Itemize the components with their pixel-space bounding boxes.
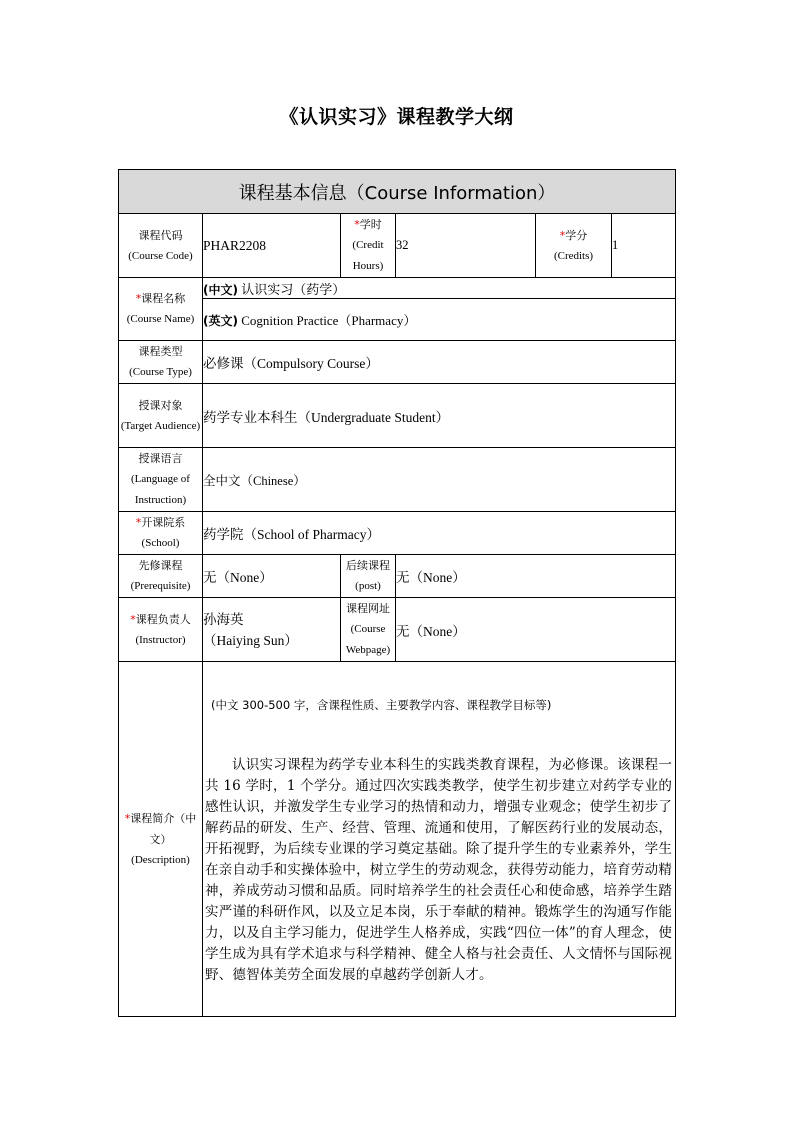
description-label: *课程简介（中文） (Description) [119, 662, 203, 1017]
instructor-value: 孙海英 （Haiying Sun） [203, 598, 341, 662]
credits-label: *学分 (Credits) [536, 214, 612, 278]
credit-hours-value: 32 [396, 214, 536, 278]
table-row [119, 512, 676, 555]
language-value: 全中文（Chinese） [203, 448, 676, 512]
prerequisite-value: 无（None） [203, 555, 341, 598]
instructor-label: *课程负责人 (Instructor) [119, 598, 203, 662]
table-row [119, 598, 676, 662]
credit-hours-label: *学时 (Credit Hours) [341, 214, 396, 278]
course-code-label: 课程代码 (Course Code) [119, 214, 203, 278]
school-value: 药学院（School of Pharmacy） [203, 512, 676, 555]
document-title: 《认识实习》课程教学大纲 [279, 106, 514, 128]
table-row [119, 214, 676, 278]
course-name-cn: (中文) 认识实习（药学） [203, 278, 676, 299]
course-type-value: 必修课（Compulsory Course） [203, 341, 676, 384]
post-course-value: 无（None） [396, 555, 676, 598]
course-name-label: *课程名称 (Course Name) [119, 278, 203, 341]
target-audience-label: 授课对象 (Target Audience) [119, 384, 203, 448]
post-course-label: 后续课程 (post) [341, 555, 396, 598]
course-webpage-value: 无（None） [396, 598, 676, 662]
target-audience-value: 药学专业本科生（Undergraduate Student） [203, 384, 676, 448]
language-label: 授课语言 (Language of Instruction) [119, 448, 203, 512]
course-code-value: PHAR2208 [203, 214, 341, 278]
course-type-label: 课程类型 (Course Type) [119, 341, 203, 384]
course-name-en: (英文) Cognition Practice（Pharmacy） [203, 299, 676, 341]
description-hint: (中文 300-500 字，含课程性质、主要教学内容、课程教学目标等) [211, 697, 552, 712]
table-header: 课程基本信息（Course Information） [119, 170, 676, 214]
table-row [119, 299, 676, 341]
description-body: 认识实习课程为药学专业本科生的实践类教育课程，为必修课。该课程一共 16 学时，1 个学分。通过四次实践类教学，使学生初步建立对药学专业的感性认识，并激发学生专业学习的热情和动力，增强专业观念；使学生初步了解药品的研发、生产、经营、管理、流通和使用，了解医药行业的发展动态，开拓视野，为后续专业课的学习奠定基础。除了提升学生的专业素养外，学生在亲自动手和实操体验中，树立学生的劳动观念，获得劳动能力，培育劳动精神，养成劳动习惯和品质。同时培养学生的社会责任心和使命感，培养学生踏实严谨的科研作风，以及立足本岗，乐于奉献的精神。锻炼学生的沟通写作能力，以及自主学习能力，促进学生人格养成，实践“四位一体”的育人理念，使学生成为具有学术追求与科学精神、健全人格与社会责任、人文情怀与国际视野、德智体美劳全面发展的卓越药学创新人才。 [205, 756, 673, 983]
credits-value: 1 [612, 214, 676, 278]
course-info-table [118, 169, 676, 1017]
prerequisite-label: 先修课程 (Prerequisite) [119, 555, 203, 598]
description-cell [203, 662, 676, 1017]
table-row [119, 662, 676, 1017]
table-row [119, 341, 676, 384]
table-row [119, 278, 676, 299]
table-row [119, 448, 676, 512]
course-webpage-label: 课程网址 (Course Webpage) [341, 598, 396, 662]
table-row [119, 555, 676, 598]
table-row [119, 384, 676, 448]
school-label: *开课院系 (School) [119, 512, 203, 555]
